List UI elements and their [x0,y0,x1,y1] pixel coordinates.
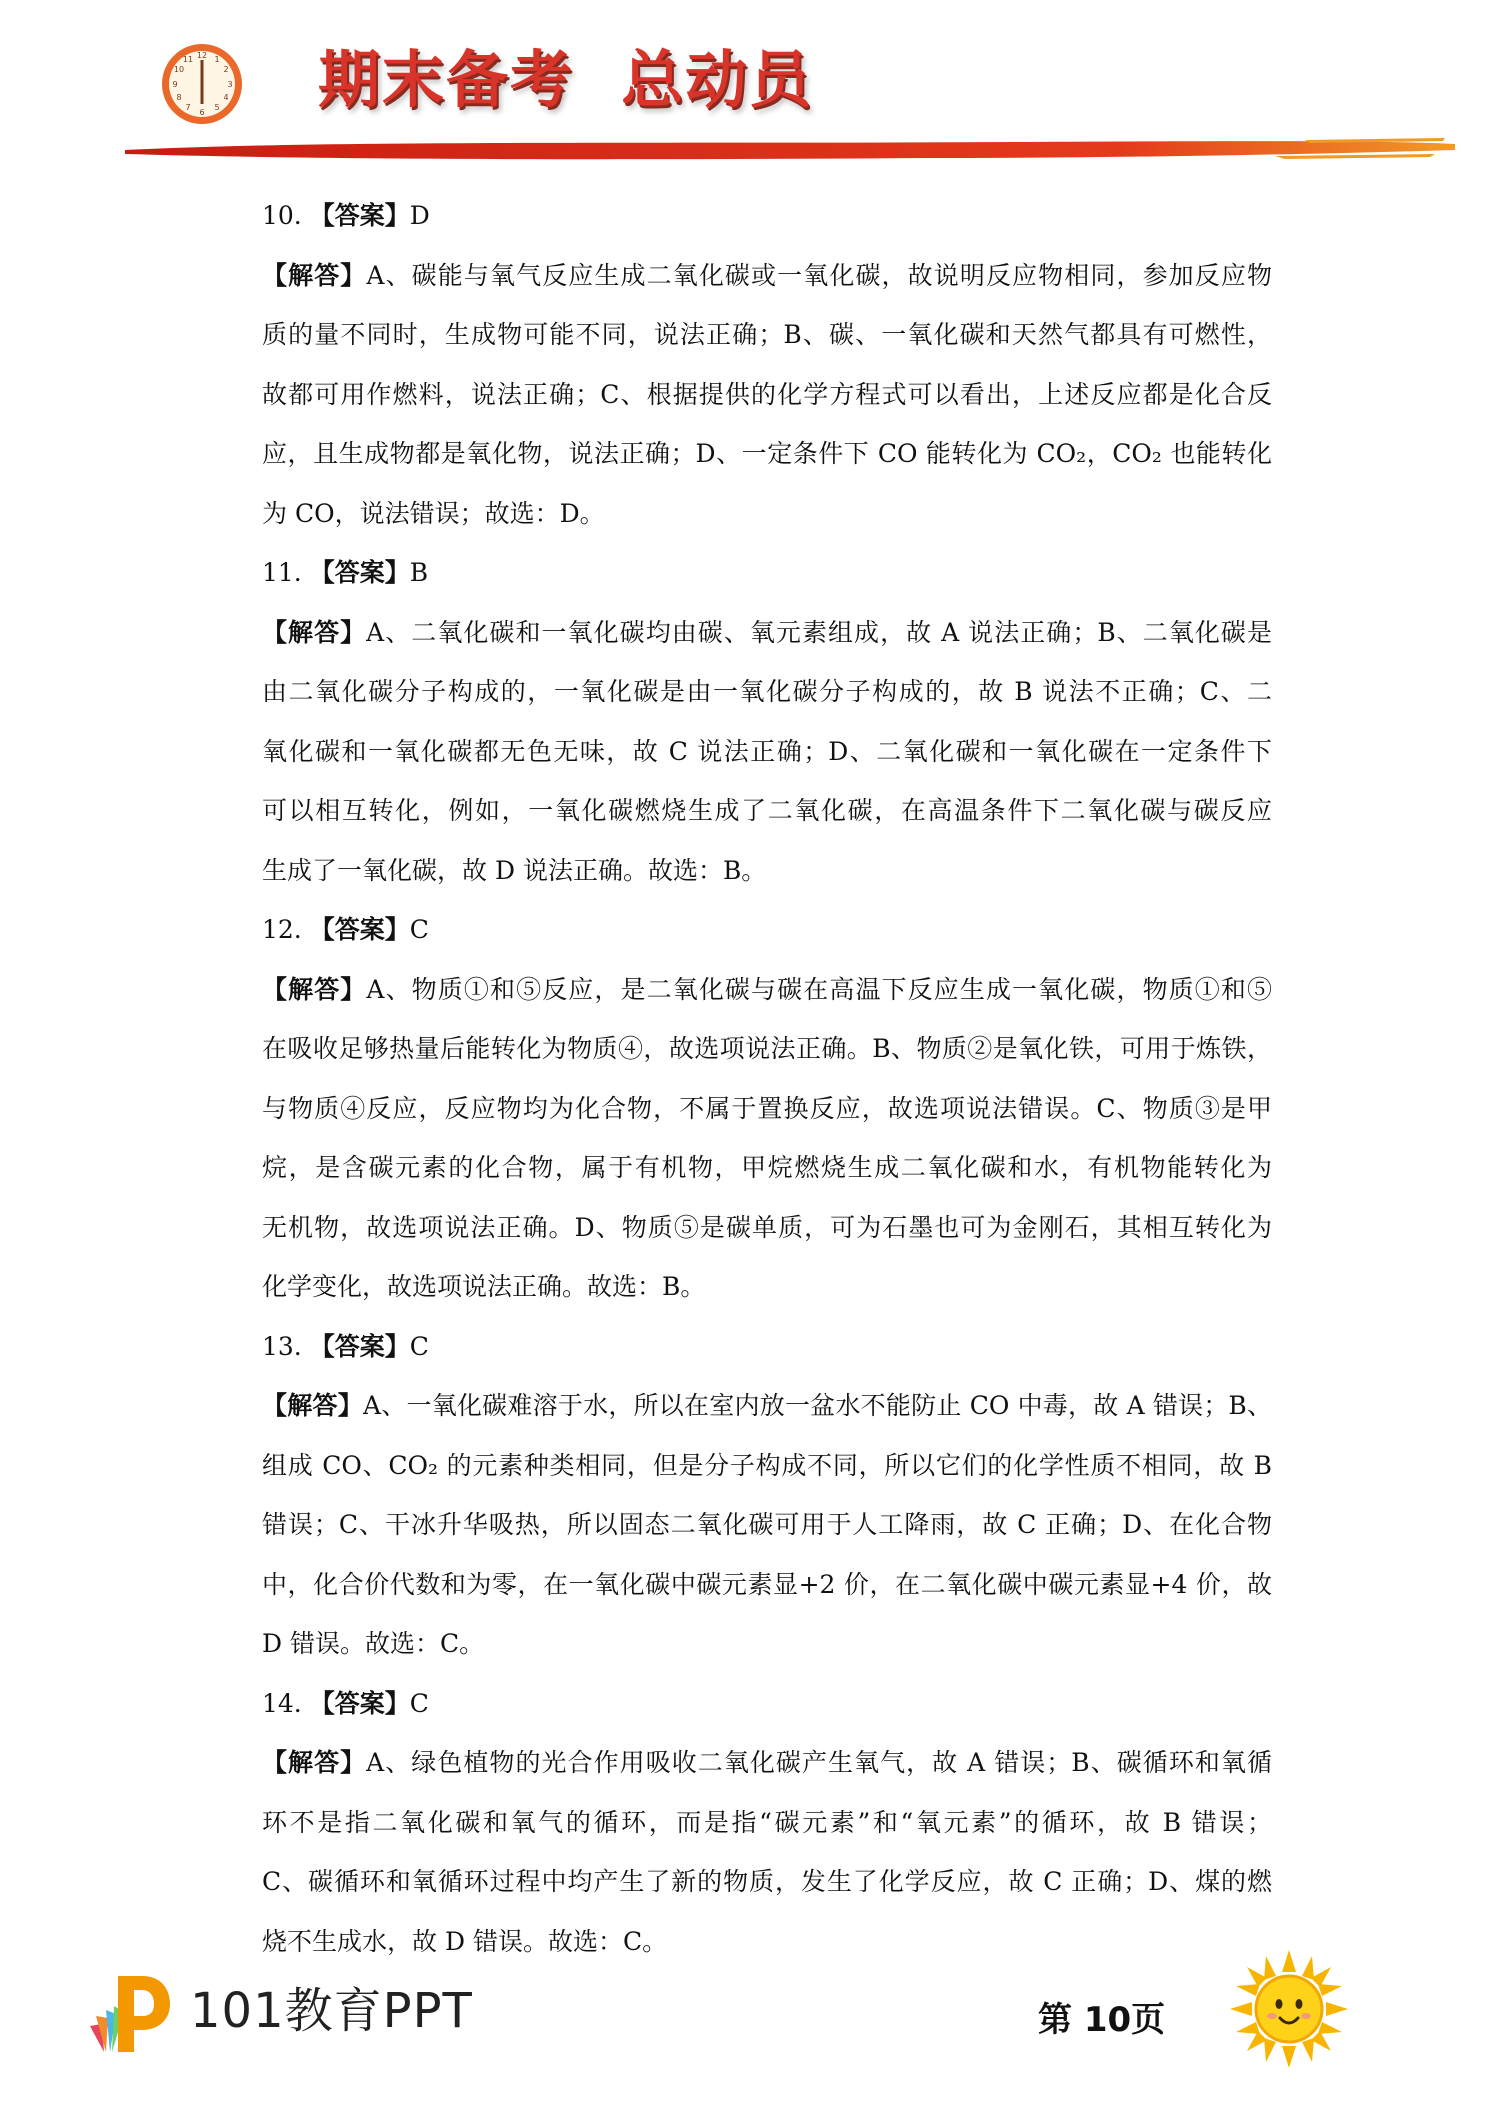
svg-text:5: 5 [214,103,220,112]
svg-text:9: 9 [172,80,178,89]
answer-line: 烷，是含碳元素的化合物，属于有机物，甲烷燃烧生成二氧化碳和水，有机物能转化为 [262,1153,1272,1182]
brush-divider [125,136,1455,166]
answer-heading: 12. 【答案】C [262,915,429,944]
answer-marker: 【答案】 [309,1688,410,1718]
answer-line: 由二氧化碳分子构成的，一氧化碳是由一氧化碳分子构成的，故 B 说法不正确；C、二 [262,677,1272,706]
answer-line: 中，化合价代数和为零，在一氧化碳中碳元素显+2 价，在二氧化碳中碳元素显+4 价，故 [262,1569,1272,1599]
answer-heading: 10. 【答案】D [262,201,430,230]
svg-text:4: 4 [223,93,229,102]
answer-line: 可以相互转化，例如，一氧化碳燃烧生成了二氧化碳，在高温条件下二氧化碳与碳反应 [262,796,1272,825]
answer-line: 为 CO，说法错误；故选：D。 [262,498,605,528]
answer-line: 【解答】A、碳能与氧气反应生成二氧化碳或一氧化碳，故说明反应物相同，参加反应物 [262,260,1272,290]
answer-marker: 【解答】 [262,617,367,647]
svg-text:12: 12 [196,51,208,60]
answer-marker: 【答案】 [309,1331,410,1361]
answer-line: D 错误。故选：C。 [262,1629,485,1658]
answer-marker: 【答案】 [309,915,410,944]
answer-line: 故都可用作燃料，说法正确；C、根据提供的化学方程式可以看出，上述反应都是化合反 [262,379,1272,409]
answer-marker: 【解答】 [262,1748,367,1777]
answer-line: 环不是指二氧化碳和氧气的循环，而是指“碳元素”和“氧元素”的循环，故 B 错误； [262,1807,1272,1837]
answer-line: C、碳循环和氧循环过程中均产生了新的物质，发生了化学反应，故 C 正确；D、煤的燃 [262,1867,1272,1896]
answer-line: 错误；C、干冰升华吸热，所以固态二氧化碳可用于人工降雨，故 C 正确；D、在化合物 [262,1510,1272,1539]
answer-line: 氧化碳和一氧化碳都无色无味，故 C 说法正确；D、二氧化碳和一氧化碳在一定条件下 [262,736,1272,766]
svg-text:1: 1 [214,55,220,64]
answer-line: 质的量不同时，生成物可能不同，说法正确；B、碳、一氧化碳和天然气都具有可燃性， [262,320,1272,349]
answer-marker: 【答案】 [309,558,410,587]
answer-content [262,186,1272,1971]
logo-icon [82,1966,174,2058]
answer-line: 生成了一氧化碳，故 D 说法正确。故选：B。 [262,855,767,885]
svg-text:6: 6 [199,108,205,117]
sun-icon [1230,1950,1348,2068]
answer-line: 与物质④反应，反应物均为化合物，不属于置换反应，故选项说法错误。C、物质③是甲 [262,1093,1272,1123]
answer-heading: 11. 【答案】B [262,558,429,587]
clock-icon [160,42,244,126]
answer-line: 组成 CO、CO₂ 的元素种类相同，但是分子构成不同，所以它们的化学性质不相同，故 B [262,1450,1272,1480]
page-title: 期末备考 总动员 [318,43,814,116]
answer-line: 无机物，故选项说法正确。D、物质⑤是碳单质，可为石墨也可为金刚石，其相互转化为 [262,1212,1272,1242]
answer-line: 【解答】A、一氧化碳难溶于水，所以在室内放一盆水不能防止 CO 中毒，故 A 错误；B、 [262,1391,1272,1420]
svg-text:8: 8 [176,93,182,102]
answer-line: 【解答】A、物质①和⑤反应，是二氧化碳与碳在高温下反应生成一氧化碳，物质①和⑤ [262,974,1272,1004]
answer-marker: 【解答】 [262,1391,363,1420]
answer-line: 烧不生成水，故 D 错误。故选：C。 [262,1926,668,1956]
answer-marker: 【答案】 [309,201,410,230]
answer-line: 应，且生成物都是氧化物，说法正确；D、一定条件下 CO 能转化为 CO₂，CO₂ 也能转化 [262,439,1273,468]
svg-text:7: 7 [185,103,191,112]
answer-marker: 【解答】 [262,260,367,290]
page-number: 第 10页 [1038,2000,1166,2040]
answer-line: 【解答】A、二氧化碳和一氧化碳均由碳、氧元素组成，故 A 说法正确；B、二氧化碳是 [262,617,1272,647]
svg-text:2: 2 [223,65,229,74]
brand-name: 101教育PPT [190,1983,473,2039]
header [0,0,1488,165]
svg-text:10: 10 [173,65,185,74]
svg-text:3: 3 [227,80,233,89]
answer-heading: 14. 【答案】C [262,1688,429,1718]
answer-marker: 【解答】 [262,974,367,1004]
answer-line: 在吸收足够热量后能转化为物质④，故选项说法正确。B、物质②是氧化铁，可用于炼铁， [262,1034,1272,1063]
svg-text:11: 11 [182,55,194,64]
answer-line: 化学变化，故选项说法正确。故选：B。 [262,1272,706,1301]
answer-heading: 13. 【答案】C [262,1331,429,1361]
answer-line: 【解答】A、绿色植物的光合作用吸收二氧化碳产生氧气，故 A 错误；B、碳循环和氧循 [262,1748,1272,1777]
